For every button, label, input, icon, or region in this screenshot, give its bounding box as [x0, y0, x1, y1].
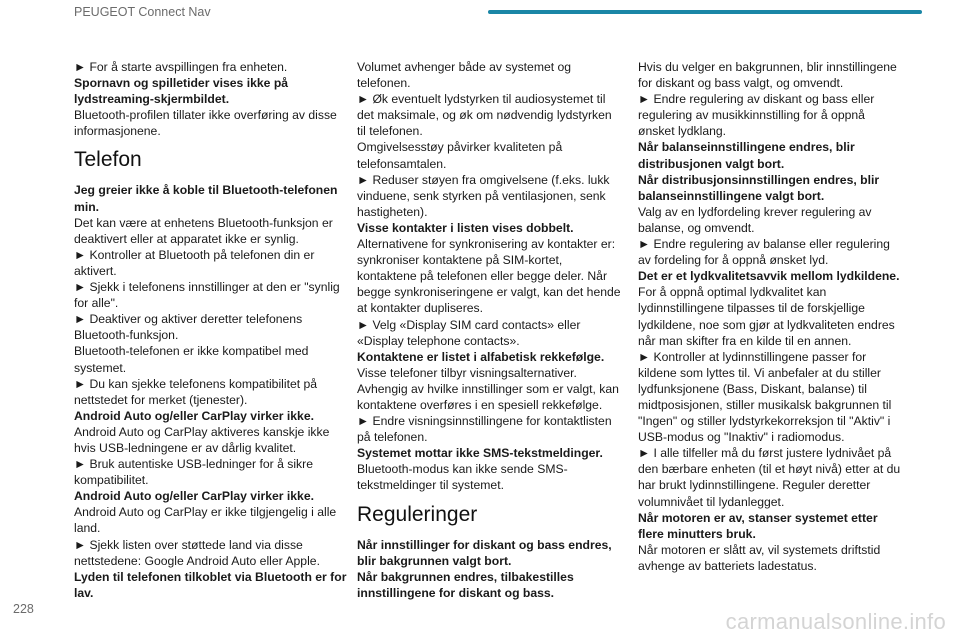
watermark: carmanualsonline.info — [725, 609, 946, 634]
body-paragraph: Det kan være at enhetens Bluetooth-funksjon er deaktivert eller at apparatet ikke er synlig. — [74, 215, 333, 246]
body-paragraph: Valg av en lydfordeling krever regulering av balanse, og omvendt. — [638, 204, 872, 235]
body-paragraph: ► Kontroller at lydinnstillingene passer for kildene som lyttes til. Vi anbefaler at du stiller lydfunksjonene (Bass, Diskant, balanse) til midtposisjonen, stiller musikalsk bakgrunnen til "Ingen" og stiller lydstyrkekorreksjon til "Aktiv" i USB-modus og "Inaktiv" i radiomodus. — [638, 349, 892, 445]
problem-heading: Systemet mottar ikke SMS-tekstmeldinger. — [357, 446, 603, 461]
problem-heading: Kontaktene er listet i alfabetisk rekkefølge. — [357, 349, 605, 364]
body-paragraph: Volumet avhenger både av systemet og telefonen. — [357, 60, 572, 91]
problem-heading: Det er et lydkvalitetsavvik mellom lydkildene. — [638, 269, 900, 284]
problem-heading: Visse kontakter i listen vises dobbelt. — [357, 220, 574, 235]
page-number: 228 — [13, 602, 34, 616]
problem-heading: Når balanseinnstillingene endres, blir distribusjonen valgt bort. — [638, 140, 855, 171]
problem-heading: Spornavn og spilletider vises ikke på lydstreaming-skjermbildet. — [74, 76, 289, 107]
body-paragraph: ► Deaktiver og aktiver deretter telefonens Bluetooth-funksjon. — [74, 312, 303, 343]
problem-heading: Når distribusjonsinnstillingen endres, blir balanseinnstillingene valgt bort. — [638, 172, 880, 203]
problem-heading: Android Auto og/eller CarPlay virker ikke. — [74, 489, 314, 504]
section-heading: Reguleringer — [357, 502, 478, 526]
problem-heading: Når motoren er av, stanser systemet etter flere minutters bruk. — [638, 510, 878, 541]
body-paragraph: ► Reduser støyen fra omgivelsene (f.eks. lukk vinduene, senk styrken på ventilasjonen, senk hastigheten). — [357, 172, 610, 219]
body-paragraph: For å oppnå optimal lydkvalitet kan lydinnstillingene tilpasses til de forskjellige lydkildene, noe som gjør at lydkvaliteten endres når man skifter fra en kilde til en annen. — [638, 285, 895, 348]
problem-heading: Jeg greier ikke å koble til Bluetooth-telefonen min. — [74, 183, 338, 214]
body-paragraph: Bluetooth-profilen tillater ikke overføring av disse informasjonene. — [74, 108, 337, 139]
problem-heading: Android Auto og/eller CarPlay virker ikke. — [74, 408, 314, 423]
header-title: PEUGEOT Connect Nav — [74, 5, 211, 19]
header-accent-bar — [488, 10, 922, 14]
body-paragraph: Alternativene for synkronisering av kontakter er: synkroniser kontaktene på SIM-kortet, kontaktene på telefonen eller begge deler. Når begge synkroniseringene er valgt, kan det hende at kontakter dupliseres. — [357, 237, 621, 316]
body-paragraph: Omgivelsesstøy påvirker kvaliteten på telefonsamtalen. — [357, 140, 563, 171]
body-paragraph: Hvis du velger en bakgrunnen, blir innstillingene for diskant og bass valgt, og omvendt. — [638, 60, 897, 91]
body-paragraph: Når motoren er slått av, vil systemets driftstid avhenge av batteriets ladestatus. — [638, 542, 881, 573]
section-heading: Telefon — [74, 148, 142, 172]
text-column-1 — [74, 59, 348, 601]
text-column-3 — [638, 59, 904, 574]
problem-heading: Lyden til telefonen tilkoblet via Bluetooth er for lav. — [74, 569, 347, 600]
body-paragraph: Android Auto og CarPlay aktiveres kanskje ikke hvis USB-ledningene er av dårlig kvalitet. — [74, 424, 330, 455]
body-paragraph: Bluetooth-telefonen er ikke kompatibel med systemet. — [74, 344, 309, 375]
body-paragraph: ► Bruk autentiske USB-ledninger for å sikre kompatibilitet. — [74, 457, 313, 488]
body-paragraph: ► Endre regulering av balanse eller regulering av fordeling for å oppnå ønsket lyd. — [638, 237, 890, 268]
body-paragraph: ► Velg «Display SIM card contacts» eller «Display telephone contacts». — [357, 317, 581, 348]
body-paragraph: Android Auto og CarPlay er ikke tilgjengelig i alle land. — [74, 505, 337, 536]
body-paragraph: ► Endre regulering av diskant og bass eller regulering av musikkinnstilling for å oppnå ønsket lydklang. — [638, 92, 875, 139]
problem-heading: Når bakgrunnen endres, tilbakestilles innstillingene for diskant og bass. — [357, 569, 574, 600]
body-paragraph: ► Du kan sjekke telefonens kompatibilitet på nettstedet for merket (tjenester). — [74, 376, 318, 407]
body-paragraph: Bluetooth-modus kan ikke sende SMS-tekstmeldinger til systemet. — [357, 462, 568, 493]
body-paragraph: Visse telefoner tilbyr visningsalternativer. Avhengig av hvilke innstillinger som er valgt, kan kontaktene overføres i en spesiell rekkefølge. — [357, 365, 619, 412]
body-paragraph: ► For å starte avspillingen fra enheten. — [74, 60, 288, 74]
problem-heading: Når innstillinger for diskant og bass endres, blir bakgrunnen valgt bort. — [357, 537, 612, 568]
text-column-2 — [357, 59, 623, 601]
body-paragraph: ► Endre visningsinnstillingene for kontaktlisten på telefonen. — [357, 414, 612, 445]
body-paragraph: ► I alle tilfeller må du først justere lydnivået på den bærbare enheten (til et høyt nivå) etter at du har brukt lydinnstillingene. Reguler deretter volumnivået til lydanlegget. — [638, 446, 901, 509]
body-paragraph: ► Øk eventuelt lydstyrken til audiosystemet til det maksimale, og øk om nødvendig lydstyrken til telefonen. — [357, 92, 612, 139]
body-paragraph: ► Sjekk i telefonens innstillinger at den er "synlig for alle". — [74, 280, 340, 311]
body-paragraph: ► Kontroller at Bluetooth på telefonen din er aktivert. — [74, 247, 315, 278]
body-paragraph: ► Sjekk listen over støttede land via disse nettstedene: Google Android Auto eller Apple. — [74, 537, 320, 568]
